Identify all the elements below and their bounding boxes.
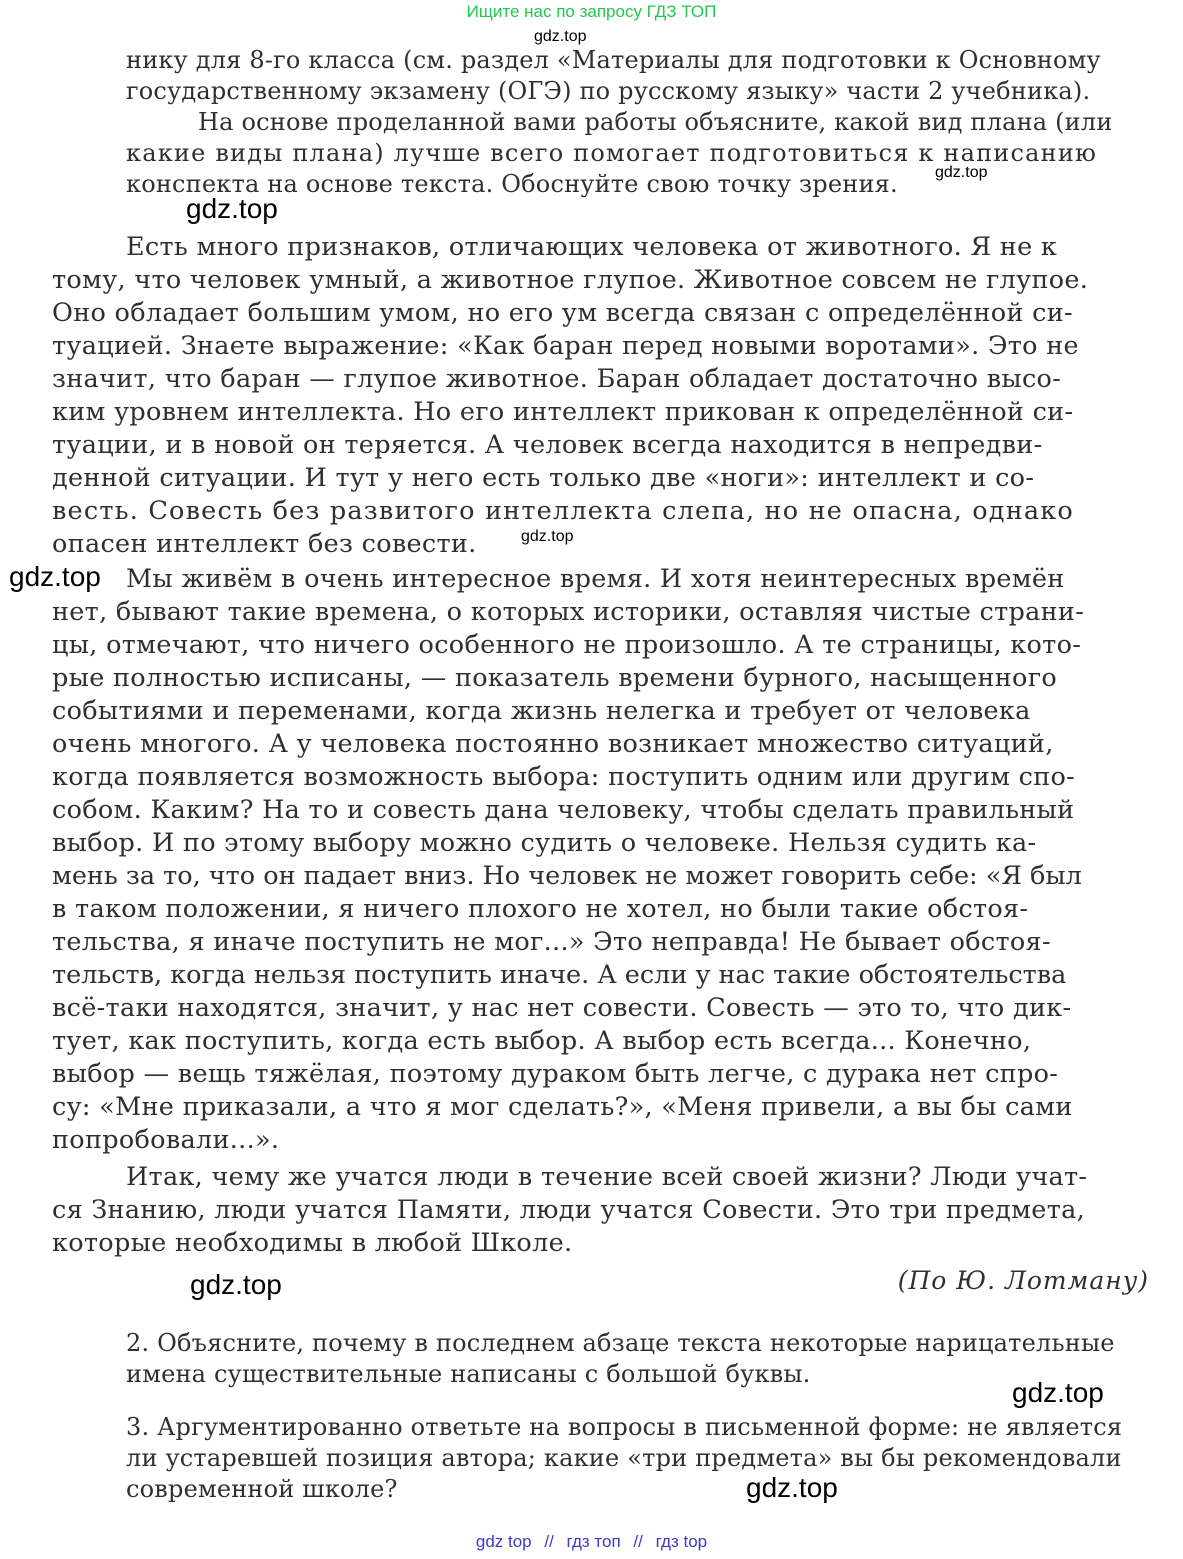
footer-separator: // (633, 1532, 643, 1551)
watermark: gdz.top (190, 1269, 282, 1300)
text-line: тельств, когда нельзя поступить иначе. А если у нас такие обстоятельства (52, 960, 1067, 990)
text-line: туации, и в новой он теряется. А человек всегда находится в непредви- (52, 430, 1043, 460)
footer-separator: // (544, 1532, 554, 1551)
footer-link[interactable]: гдз топ (566, 1532, 621, 1551)
text-line: нику для 8-го класса (см. раздел «Материалы для подготовки к Основному (126, 46, 1101, 74)
footer-link[interactable]: gdz top (475, 1532, 532, 1551)
text-line: собом. Каким? На то и совесть дана человеку, чтобы сделать правильный (52, 795, 1075, 825)
text-line: весть. Совесть без развитого интеллекта слепа, но не опасна, однако (52, 496, 1074, 526)
footer-links (0, 1532, 1183, 1552)
text-line: тельства, я иначе поступить не мог...» Это неправда! Не бывает обстоя- (52, 927, 1051, 957)
text-line: Оно обладает большим умом, но его ум всегда связан с определённой си- (52, 298, 1073, 328)
text-line: На основе проделанной вами работы объясните, какой вид плана (или (198, 108, 1113, 136)
watermark: gdz.top (186, 193, 278, 224)
text-line: су: «Мне приказали, а что я мог сделать?», «Меня привели, а вы бы сами (52, 1092, 1073, 1122)
text-line: тует, как поступить, когда есть выбор. А выбор есть всегда... Конечно, (52, 1026, 1032, 1056)
text-line: современной школе? (126, 1475, 398, 1503)
text-line: которые необходимы в любой Школе. (52, 1228, 573, 1258)
text-line: ким уровнем интеллекта. Но его интеллект прикован к определённой си- (52, 397, 1074, 427)
text-line: всё-таки находятся, значит, у нас нет совести. Совесть — это то, что дик- (52, 993, 1072, 1023)
text-line: какие виды плана) лучше всего помогает подготовиться к написанию (126, 139, 1098, 167)
text-line: значит, что баран — глупое животное. Баран обладает достаточно высо- (52, 364, 1062, 394)
text-line: имена существительные написаны с большой буквы. (126, 1360, 811, 1388)
text-line: цы, отмечают, что ничего особенного не произошло. А те страницы, кото- (52, 630, 1082, 660)
text-line: выбор. И по этому выбору можно судить о человеке. Нельзя судить ка- (52, 828, 1037, 858)
text-line: государственному экзамену (ОГЭ) по русскому языку» части 2 учебника). (126, 77, 1091, 105)
text-line: попробовали...». (52, 1125, 280, 1155)
text-line: рые полностью исписаны, — показатель времени бурного, насыщенного (52, 663, 1058, 693)
text-line: событиями и переменами, когда жизнь нелегка и требует от человека (52, 696, 1031, 726)
text-line: туацией. Знаете выражение: «Как баран перед новыми воротами». Это не (52, 331, 1079, 361)
text-line: Итак, чему же учатся люди в течение всей своей жизни? Люди учат- (126, 1162, 1088, 1192)
footer-link[interactable]: гдз top (655, 1532, 708, 1551)
text-line: 2. Объясните, почему в последнем абзаце текста некоторые нарицательные (126, 1329, 1115, 1357)
text-line: в таком положении, я ничего плохого не хотел, но были такие обстоя- (52, 894, 1029, 924)
search-banner[interactable]: Ищите нас по запросу ГДЗ ТОП (466, 2, 717, 21)
text-line: опасен интеллект без совести. (52, 529, 477, 559)
text-line: ли устаревшей позиция автора; какие «три предмета» вы бы рекомендовали (126, 1444, 1122, 1472)
watermark: gdz.top (534, 28, 587, 45)
author-attribution: (По Ю. Лотману) (897, 1266, 1149, 1295)
watermark: gdz.top (746, 1472, 838, 1503)
text-line: нет, бывают такие времена, о которых историки, оставляя чистые страни- (52, 597, 1085, 627)
text-line: ся Знанию, люди учатся Памяти, люди учатся Совести. Это три предмета, (52, 1195, 1086, 1225)
text-line: денной ситуации. И тут у него есть только две «ноги»: интеллект и со- (52, 463, 1035, 493)
text-line: конспекта на основе текста. Обоснуйте свою точку зрения. (126, 170, 898, 198)
text-line: Есть много признаков, отличающих человека от животного. Я не к (126, 232, 1058, 262)
watermark: gdz.top (935, 164, 988, 181)
text-line: тому, что человек умный, а животное глупое. Животное совсем не глупое. (52, 265, 1089, 295)
watermark: gdz.top (1012, 1377, 1104, 1408)
text-line: очень многого. А у человека постоянно возникает множество ситуаций, (52, 729, 1054, 759)
text-line: выбор — вещь тяжёлая, поэтому дураком быть легче, с дурака нет спро- (52, 1059, 1059, 1089)
watermark: gdz.top (9, 561, 101, 592)
text-line: мень за то, что он падает вниз. Но человек не может говорить себе: «Я был (52, 861, 1082, 891)
text-line: Мы живём в очень интересное время. И хотя неинтересных времён (126, 564, 1065, 594)
text-line: когда появляется возможность выбора: поступить одним или другим спо- (52, 762, 1076, 792)
text-line: 3. Аргументированно ответьте на вопросы в письменной форме: не является (126, 1413, 1123, 1441)
watermark: gdz.top (521, 528, 574, 545)
